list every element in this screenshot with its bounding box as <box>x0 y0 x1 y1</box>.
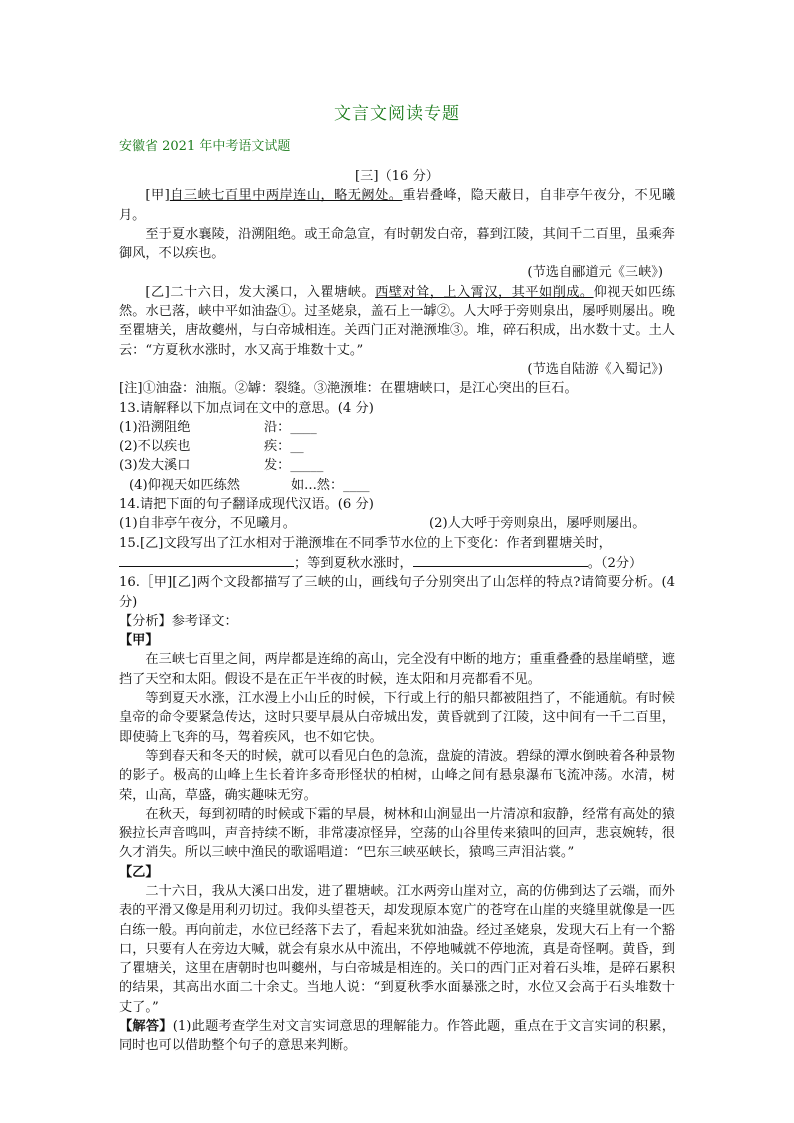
q13-stem: 13.请解释以下加点词在文中的意思。(4 分) <box>119 400 374 416</box>
analysis-jia-para: 在三峡七百里之间，两岸都是连绵的高山，完全没有中断的地方；重重叠叠的悬崖峭壁，遮挡了天空和太阳。假设不是在正午半夜的时候，连太阳和月亮都看不见。 <box>119 652 675 687</box>
passage-jia-rest: 重岩叠峰，隐天蔽日，自非亭午夜分，不见曦月。 <box>119 188 676 223</box>
q14-items <box>119 514 675 533</box>
q15-line2 <box>119 553 675 573</box>
passage-yi-p1 <box>119 283 675 360</box>
notes: [注]①油盎：油瓶。②罅：裂缝。③滟滪堆：在瞿塘峡口，是江心突出的巨石。 <box>119 381 578 397</box>
q13-item-answer: 如...然：____ <box>291 477 370 493</box>
section-header: [三]（16 分） <box>354 169 439 184</box>
page-title: 文言文阅读专题 <box>334 104 460 124</box>
q13-item-1 <box>119 418 675 437</box>
q13-item-label: (3)发大溪口 <box>119 458 191 474</box>
q13-item-4 <box>119 476 675 495</box>
q14-item-1: (1)自非亭午夜分，不见曦月。 <box>119 516 296 532</box>
document-body <box>119 167 675 1056</box>
answer-block <box>119 1017 675 1056</box>
q14-item-2: (2)人大呼于旁则泉出，屡呼则屡出。 <box>429 516 646 532</box>
passage-jia-source: (节选自郦道元《三峡》) <box>527 265 663 281</box>
passage-yi-underlined: 西壁对耸，上入霄汉，其平如削成。 <box>375 284 594 300</box>
q13-item-answer: 沿：____ <box>264 419 317 435</box>
q13-item-label: (2)不以疾也 <box>119 439 191 455</box>
q15-blank-1[interactable] <box>119 553 294 567</box>
passage-jia-underlined: 自三峡七百里中两岸连山，略无阙处。 <box>169 188 403 204</box>
analysis-label: 【分析】参考译文： <box>119 613 238 629</box>
analysis-jia-para: 等到夏天水涨，江水漫上小山丘的时候，下行或上行的船只都被阻挡了，不能通航。有时候皇帝的命令要紧急传达，这时只要早晨从白帝城出发，黄昏就到了江陵，这中间有一千二百里，即使骑上飞奔的马，驾着疾风，也不如它快。 <box>119 691 675 745</box>
q13-item-label: (4)仰视天如匹练然 <box>129 477 240 493</box>
q13-item-answer: 发：_____ <box>264 458 324 474</box>
q13-item-3 <box>119 456 675 475</box>
q13-item-label: (1)沿溯阻绝 <box>119 419 191 435</box>
passage-jia-p2: 至于夏水襄陵，沿溯阻绝。或王命急宣，有时朝发白帝，暮到江陵，其间千二百里，虽乘奔御风，不以疾也。 <box>119 226 675 262</box>
passage-yi-tag: [乙] <box>145 284 170 300</box>
q13-item-answer: 疾：__ <box>264 439 304 455</box>
q15-line1: 15.[乙]文段写出了江水相对于滟滪堆在不同季节水位的上下变化：作者到瞿塘关时， <box>119 535 612 551</box>
passage-yi-part2: 仰视天如匹练然。水已落，峡中平如油盎①。过圣姥泉，盖石上一罅②。人大呼于旁则泉出，屡呼则屡出。晚至瞿塘关，唐故夔州，与白帝城相连。关西门正对滟滪堆③。堆，碎石积成，出水数十丈。土人云：“方夏秋水涨时，水又高于堆数十丈。” <box>119 284 676 358</box>
analysis-jia-para: 在秋天，每到初晴的时候或下霜的早晨，树林和山涧显出一片清凉和寂静，经常有高处的猿猴拉长声音鸣叫，声音持续不断，非常凄凉怪异，空荡的山谷里传来猿叫的回声，悲哀婉转，很久才消失。所以三峡中渔民的歌谣唱道：“巴东三峡巫峡长，猿鸣三声泪沾裳。” <box>119 806 675 861</box>
analysis-jia-para: 等到春天和冬天的时候，就可以看见白色的急流，盘旋的清波。碧绿的潭水倒映着各种景物的影子。极高的山峰上生长着许多奇形怪状的柏树，山峰之间有悬泉瀑布飞流冲荡。水清，树荣，山高，草盛，确实趣味无穷。 <box>119 748 675 803</box>
passage-jia-tag: [甲] <box>145 188 170 204</box>
analysis-yi-label: 【乙】 <box>119 864 159 880</box>
analysis-yi-para: 二十六日，我从大溪口出发，进了瞿塘峡。江水两旁山崖对立，高的仿佛到达了云端，而外表的平滑又像是用利刃切过。我仰头望苍天，却发现原本宽广的苍穹在山崖的夹缝里就像是一匹白练一般。再向前走，水位已经落下去了，看起来犹如油盎。经过圣姥泉，发现大石上有一个豁口，只要有人在旁边大喊，就会有泉水从中流出，不停地喊就不停地流，真是奇怪啊。黄昏，到了瞿塘关，这里在唐朝时也叫夔州，与白帝城是相连的。关口的西门正对着石头堆，是碎石累积的结果，其高出水面二十余丈。当地人说：“到夏秋季水面暴涨之时，水位又会高于石头堆数十丈了。” <box>119 883 675 1015</box>
q15-blank-2[interactable] <box>413 553 588 567</box>
answer-label: 【解答】 <box>119 1019 173 1035</box>
passage-yi-part1: 二十六日，发大溪口，入瞿塘峡。 <box>169 284 376 300</box>
q15-mid: ；等到夏秋水涨时， <box>294 555 413 571</box>
q14-stem: 14.请把下面的句子翻译成现代汉语。(6 分) <box>119 497 374 513</box>
q16-text: 16.［甲][乙]两个文段都描写了三峡的山，画线句子分别突出了山怎样的特点?请简要分析。(4分) <box>119 575 675 610</box>
analysis-jia-label: 【甲】 <box>119 633 159 649</box>
answer-text: (1)此题考查学生对文言实词意思的理解能力。作答此题，重点在于文言实词的积累，同时也可以借助整个句子的意思来判断。 <box>119 1019 675 1054</box>
passage-yi-source: (节选自陆游《入蜀记》) <box>527 361 663 377</box>
q13-item-2 <box>119 437 675 456</box>
page-subtitle: 安徽省 2021 年中考语文试题 <box>119 139 291 154</box>
q15-end: 。（2分） <box>587 555 643 571</box>
passage-jia-p1 <box>119 186 675 225</box>
